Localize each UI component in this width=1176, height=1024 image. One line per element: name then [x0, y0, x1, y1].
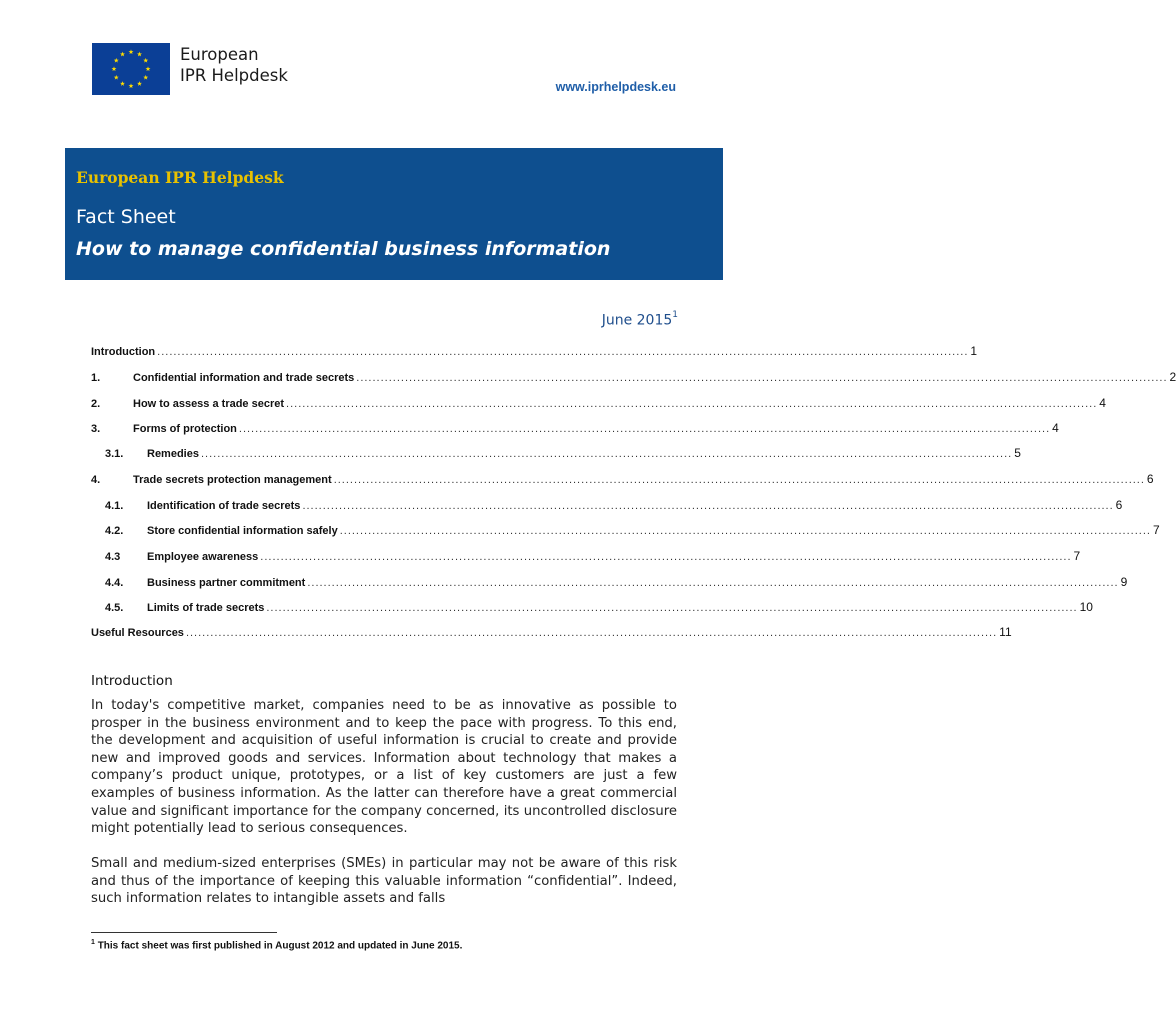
toc-entry-page: 10: [1079, 600, 1093, 614]
toc-entry-page: 4: [1099, 396, 1106, 410]
toc-entry[interactable]: [91, 523, 1160, 541]
toc-entry[interactable]: [91, 446, 1021, 464]
toc-leader-dots: ........................................................................................................................................................................................................: [260, 551, 1072, 563]
publication-date: [602, 312, 678, 329]
date-text: June 2015: [601, 312, 673, 329]
toc-entry-page: 2: [1169, 370, 1176, 384]
toc-leader-dots: ........................................................................................................................................................................................................: [200, 448, 1013, 460]
toc-entry-label: Identification of trade secrets: [147, 500, 301, 512]
footnote: [91, 939, 462, 951]
toc-entry-page: 6: [1115, 498, 1123, 512]
logo-line-1: European: [180, 45, 259, 64]
toc-entry[interactable]: [91, 549, 1081, 567]
title-banner: [65, 148, 723, 280]
toc-entry-label: Introduction: [91, 346, 156, 358]
footnote-mark: 1: [91, 939, 95, 946]
toc-entry-number: 3.1.: [105, 448, 124, 460]
toc-entry[interactable]: [91, 472, 1154, 490]
logo-text: [180, 44, 288, 86]
toc-entry-page: 11: [999, 625, 1012, 639]
section-heading-introduction: Introduction: [91, 673, 173, 689]
toc-entry-number: 4.: [91, 474, 101, 486]
toc-leader-dots: ........................................................................................................................................................................................................: [339, 525, 1151, 537]
toc-entry-label: Limits of trade secrets: [147, 602, 265, 614]
toc-entry[interactable]: [91, 498, 1123, 516]
intro-paragraph-2: Small and medium-sized enterprises (SMEs) in particular may not be aware of this risk and thus of the importance of keeping this valuable information “confidential”. Indeed, such information relates to intangible assets and falls: [91, 856, 677, 907]
toc-leader-dots: ........................................................................................................................................................................................................: [266, 602, 1078, 614]
intro-paragraph-1: In today's competitive market, companies need to be as innovative as possible to prosper in the business environment and to keep the pace with progress. To this end, the development and acquisition of useful information is crucial to create and provide new and improved goods and services. Information about technology that makes a company’s product unique, prototypes, or a list of key customers are just a few examples of business information. As the latter can therefore have a great commercial value and significant importance for the company concerned, its uncontrolled disclosure might potentially lead to serious consequences.: [91, 698, 677, 837]
toc-leader-dots: ........................................................................................................................................................................................................: [185, 627, 998, 639]
toc-entry-number: 4.4.: [105, 577, 124, 589]
toc-entry-page: 7: [1073, 549, 1081, 563]
toc-leader-dots: ........................................................................................................................................................................................................: [356, 372, 1168, 384]
banner-title: Fact Sheet: [76, 206, 176, 228]
toc-entry[interactable]: [91, 575, 1128, 593]
toc-entry-label: Business partner commitment: [147, 577, 306, 589]
toc-leader-dots: ........................................................................................................................................................................................................: [302, 500, 1114, 512]
banner-subtitle: How to manage confidential business information: [76, 238, 611, 260]
toc-entry-page: 4: [1052, 421, 1059, 435]
toc-entry-label: Employee awareness: [147, 551, 259, 563]
toc-entry-number: 2.: [91, 398, 101, 410]
toc-entry-number: 4.2.: [105, 525, 124, 537]
toc-entry-label: Forms of protection: [133, 423, 237, 435]
toc-entry-label: Useful Resources: [91, 627, 184, 639]
toc-entry-label: Trade secrets protection management: [133, 474, 332, 486]
footnote-text: This fact sheet was first published in August 2012 and updated in June 2015.: [97, 940, 463, 952]
toc-entry-number: 1.: [91, 372, 101, 384]
toc-entry-number: 4.3: [105, 551, 121, 563]
toc-entry-page: 7: [1152, 523, 1160, 537]
toc-leader-dots: ........................................................................................................................................................................................................: [333, 474, 1145, 486]
footnote-divider: [91, 932, 277, 933]
toc-entry-page: 6: [1146, 472, 1154, 486]
banner-organization: European IPR Helpdesk: [76, 168, 284, 187]
toc-entry-label: Store confidential information safely: [147, 525, 338, 537]
toc-entry-label: Confidential information and trade secrets: [133, 372, 355, 384]
toc-entry[interactable]: [91, 421, 1059, 439]
toc-leader-dots: ........................................................................................................................................................................................................: [238, 423, 1051, 435]
toc-leader-dots: ........................................................................................................................................................................................................: [286, 398, 1098, 410]
toc-entry-label: Remedies: [147, 448, 199, 460]
toc-entry[interactable]: [91, 396, 1106, 414]
toc-leader-dots: ........................................................................................................................................................................................................: [157, 346, 969, 358]
toc-entry-page: 1: [970, 344, 978, 358]
date-footnote-mark[interactable]: 1: [672, 310, 678, 320]
eu-flag-icon: [92, 43, 170, 95]
toc-entry[interactable]: [91, 625, 1012, 643]
toc-entry-number: 4.5.: [105, 602, 124, 614]
toc-entry[interactable]: [91, 344, 978, 362]
toc-entry[interactable]: [91, 370, 1176, 388]
toc-leader-dots: ........................................................................................................................................................................................................: [307, 577, 1119, 589]
toc-entry-number: 3.: [91, 423, 101, 435]
toc-entry-page: 9: [1120, 575, 1128, 589]
logo-line-2: IPR Helpdesk: [180, 66, 288, 85]
page-header: [0, 0, 768, 140]
toc-entry-label: How to assess a trade secret: [133, 398, 285, 410]
toc-entry-number: 4.1.: [105, 500, 124, 512]
website-link[interactable]: www.iprhelpdesk.eu: [555, 80, 676, 94]
toc-entry-page: 5: [1014, 446, 1021, 460]
toc-entry[interactable]: [91, 600, 1093, 618]
